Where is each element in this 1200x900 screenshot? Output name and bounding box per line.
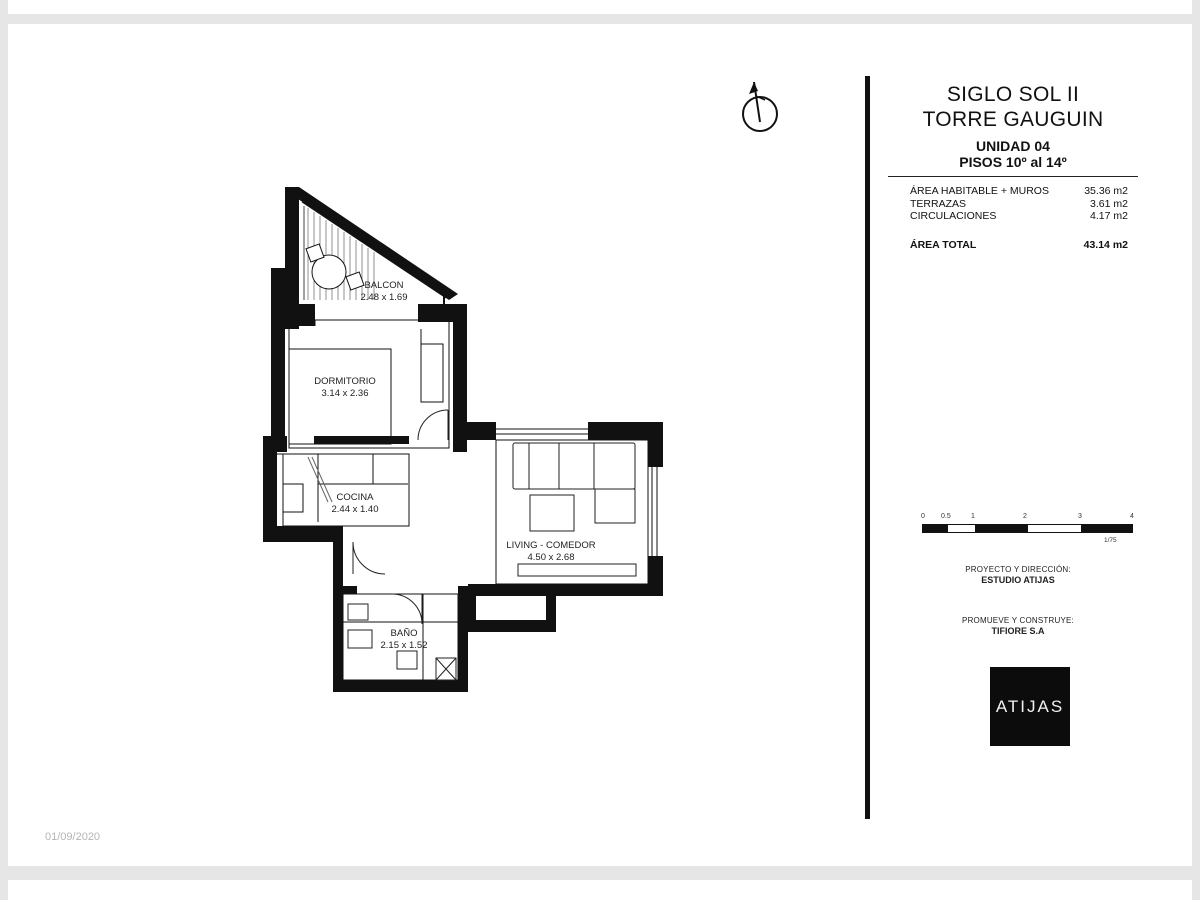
scale-tick: 4 xyxy=(1130,513,1134,520)
scale-tick: 0.5 xyxy=(941,513,951,520)
room-name: LIVING - COMEDOR xyxy=(506,540,596,551)
next-page-edge xyxy=(8,880,1192,900)
area-total-label: ÁREA TOTAL xyxy=(910,238,977,251)
date-stamp: 01/09/2020 xyxy=(45,831,101,843)
scale-ratio: 1/75 xyxy=(1104,537,1117,544)
credits-builder xyxy=(928,616,1108,637)
room-dims: 2.44 x 1.40 xyxy=(331,504,379,515)
area-row xyxy=(888,198,1138,211)
scale-tick: 2 xyxy=(1023,513,1027,520)
area-row xyxy=(888,185,1138,198)
room-dims: 3.14 x 2.36 xyxy=(321,388,369,399)
direction-label: PROYECTO Y DIRECCIÓN: xyxy=(965,565,1071,574)
tower-name: TORRE GAUGUIN xyxy=(922,108,1104,131)
room-name: BALCON xyxy=(364,280,404,291)
furniture xyxy=(308,443,636,680)
scale-tick: 1 xyxy=(971,513,975,520)
scale-bar xyxy=(922,524,1133,533)
scale-tick: 3 xyxy=(1078,513,1082,520)
vertical-divider xyxy=(865,76,870,819)
project-title: SIGLO SOL II xyxy=(946,83,1080,106)
room-dims: 4.50 x 2.68 xyxy=(527,552,575,563)
area-label: ÁREA HABITABLE + MUROS xyxy=(910,185,1049,197)
atijas-logo: ATIJAS xyxy=(990,667,1070,746)
area-value: 3.61 m2 xyxy=(1090,197,1128,210)
room-name: COCINA xyxy=(336,492,374,503)
title-block xyxy=(888,82,1138,251)
room-dims: 2.48 x 1.69 xyxy=(360,292,408,303)
north-arrow-icon xyxy=(743,82,777,131)
builder-name: TIFIORE S.A xyxy=(991,626,1045,636)
room-dims: 2.15 x 1.52 xyxy=(380,640,428,651)
area-total-row xyxy=(888,239,1138,252)
area-row xyxy=(888,210,1138,223)
room-name: DORMITORIO xyxy=(314,376,376,387)
area-value: 35.36 m2 xyxy=(1084,185,1128,197)
area-value: 4.17 m2 xyxy=(1090,210,1128,222)
floor-plan-sheet xyxy=(8,24,1192,866)
previous-page-edge xyxy=(8,0,1192,14)
unit-label: UNIDAD 04 xyxy=(976,138,1050,154)
title-rule xyxy=(888,176,1138,177)
scale-tick: 0 xyxy=(921,513,925,520)
direction-name: ESTUDIO ATIJAS xyxy=(981,575,1055,585)
credits-direction xyxy=(928,565,1108,586)
floors-label: PISOS 10º al 14º xyxy=(959,154,1067,170)
area-total-value: 43.14 m2 xyxy=(1083,238,1128,251)
area-label: TERRAZAS xyxy=(910,197,967,210)
area-label: CIRCULACIONES xyxy=(910,210,997,222)
room-name: BAÑO xyxy=(390,628,418,639)
builder-label: PROMUEVE Y CONSTRUYE: xyxy=(962,616,1074,625)
